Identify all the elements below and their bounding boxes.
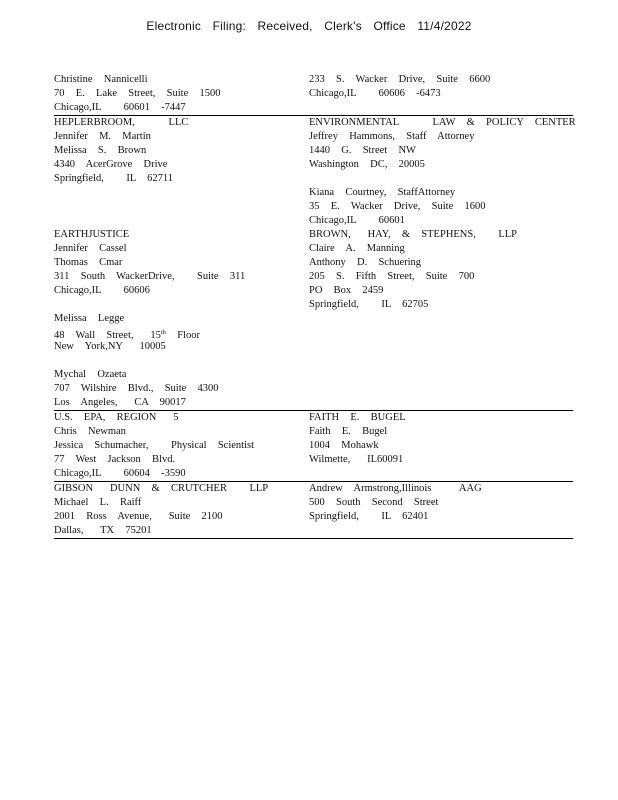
address-line: PO Box 2459 — [309, 285, 384, 296]
spacer — [54, 354, 309, 368]
address-line: Chicago,IL 60606 -6473 — [309, 88, 441, 99]
address-line: Chicago,IL 60606 — [54, 285, 150, 296]
table-row — [54, 482, 573, 539]
table-row — [54, 411, 573, 482]
filing-stamp-header: Electronic Filing: Received, Clerk's Office 11/4/2022 — [146, 19, 472, 33]
table-row — [54, 116, 576, 228]
address-line: Chicago,IL 60604 -3590 — [54, 468, 186, 479]
address-block — [54, 116, 309, 228]
address-line: 70 E. Lake Street, Suite 1500 — [54, 88, 221, 99]
address-line: Jeffrey Hammons, Staff Attorney — [309, 131, 475, 142]
firm-name: Andrew Armstrong,Illinois AAG — [309, 483, 482, 494]
address-line: Anthony D. Schuering — [309, 257, 422, 268]
table-row — [54, 228, 573, 411]
address-line: Los Angeles, CA 90017 — [54, 397, 186, 408]
floor-label: Floor — [165, 330, 200, 341]
firm-name: EARTHJUSTICE — [54, 229, 130, 240]
address-line: Christine Nannicelli — [54, 74, 148, 85]
address-line: Jennifer Cassel — [54, 243, 127, 254]
address-block — [309, 116, 576, 228]
service-list-table — [54, 73, 576, 539]
address-line: Springfield, IL 62705 — [309, 299, 429, 310]
address-block — [54, 482, 309, 538]
address-line: 1004 Mohawk — [309, 440, 379, 451]
address-line: Dallas, TX 75201 — [54, 525, 152, 536]
address-line: 233 S. Wacker Drive, Suite 6600 — [309, 74, 491, 85]
address-block — [54, 228, 309, 410]
address-line: Mychal Ozaeta — [54, 369, 127, 380]
address-line: Thomas Cmar — [54, 257, 123, 268]
address-line: Claire A. Manning — [309, 243, 405, 254]
address-line: New York,NY 10005 — [54, 341, 166, 352]
address-line: 2001 Ross Avenue, Suite 2100 — [54, 511, 223, 522]
address-line: 311 South WackerDrive, Suite 311 — [54, 271, 246, 282]
address-line: Chicago,IL 60601 -7447 — [54, 102, 186, 113]
address-line: Michael L. Raiff — [54, 497, 142, 508]
address-line — [54, 326, 309, 340]
address-line: Kiana Courtney, StaffAttorney — [309, 187, 456, 198]
spacer — [54, 298, 309, 312]
address-line: Melissa S. Brown — [54, 145, 147, 156]
address-block — [309, 482, 573, 538]
firm-name: HEPLERBROOM, LLC — [54, 117, 189, 128]
address-line: Melissa Legge — [54, 313, 125, 324]
spacer — [309, 172, 573, 186]
address-block — [54, 73, 309, 115]
address-line: 205 S. Fifth Street, Suite 700 — [309, 271, 475, 282]
address-line: Springfield, IL 62401 — [309, 511, 429, 522]
address-block — [54, 411, 309, 481]
address-block — [309, 73, 573, 115]
address-line: Jessica Schumacher, Physical Scientist — [54, 440, 255, 451]
address-line: 500 South Second Street — [309, 497, 439, 508]
address-line: Wilmette, IL60091 — [309, 454, 404, 465]
address-line: Faith E. Bugel — [309, 426, 388, 437]
address-line: Jennifer M. Martin — [54, 131, 151, 142]
firm-name: FAITH E. BUGEL — [309, 412, 406, 423]
address-line: 1440 G. Street NW — [309, 145, 416, 156]
address-line: 707 Wilshire Blvd., Suite 4300 — [54, 383, 219, 394]
firm-name: ENVIRONMENTAL LAW & POLICY CENTER — [309, 117, 576, 128]
address-line: 35 E. Wacker Drive, Suite 1600 — [309, 201, 486, 212]
address-line: 77 West Jackson Blvd. — [54, 454, 176, 465]
address-block — [309, 228, 573, 410]
address-line: Chicago,IL 60601 — [309, 215, 405, 226]
address-block — [309, 411, 573, 481]
address-line: 4340 AcerGrove Drive — [54, 159, 168, 170]
address-line: Springfield, IL 62711 — [54, 173, 174, 184]
ordinal-suffix: th — [160, 329, 166, 336]
firm-name: GIBSON DUNN & CRUTCHER LLP — [54, 483, 269, 494]
address-line: Washington DC, 20005 — [309, 159, 425, 170]
firm-name: U.S. EPA, REGION 5 — [54, 412, 179, 423]
street-address: 48 Wall Street, 15 — [54, 330, 161, 341]
table-row — [54, 73, 573, 116]
address-line: Chris Newman — [54, 426, 126, 437]
firm-name: BROWN, HAY, & STEPHENS, LLP — [309, 229, 518, 240]
